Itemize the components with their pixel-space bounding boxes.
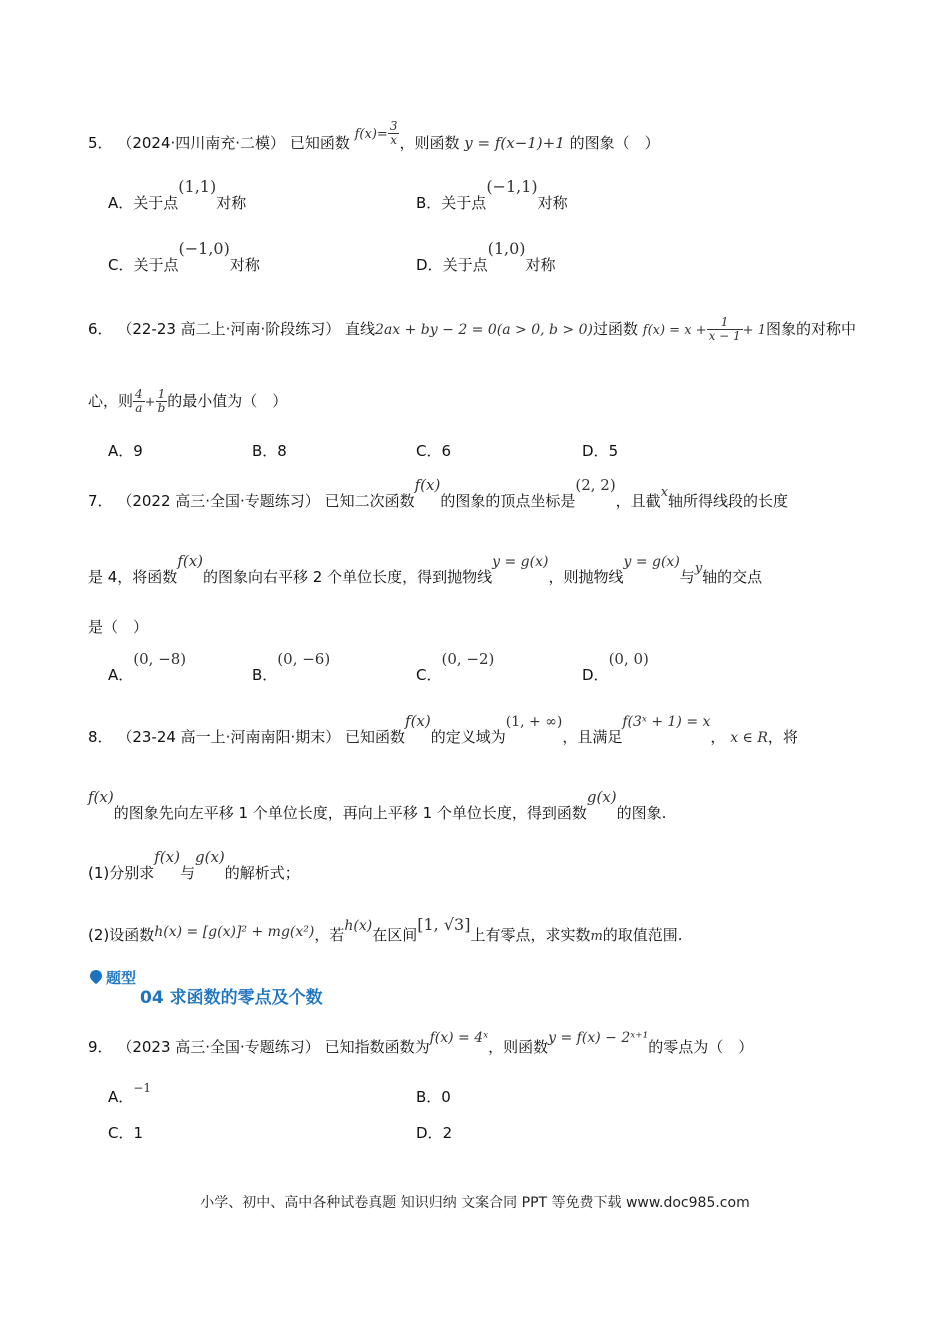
math-point: (1,1)	[178, 177, 217, 196]
math-f-lhs: f(x) = x +	[642, 323, 707, 338]
question-source: （2024·四川南充·二模）	[117, 134, 286, 152]
option-c[interactable]: C．(0, −2)	[416, 650, 495, 684]
math-h: h(x) = [g(x)]² + mg(x²)	[154, 924, 315, 940]
math-fraction: $\frac{3}{x}$	[389, 119, 398, 147]
math-fx: f(x)	[177, 552, 204, 570]
option-d[interactable]: D．(0, 0)	[582, 650, 649, 684]
option-d[interactable]: D．2	[416, 1124, 453, 1142]
question-7-stem-end: 是（ ）	[88, 618, 149, 636]
math-g: y = g(x)	[623, 554, 680, 570]
option-c[interactable]: C．关于点(−1,0)对称	[108, 239, 260, 274]
math-fraction: $\frac{1}{b}$	[157, 387, 166, 415]
math-x-in-r: x ∈ R	[730, 730, 768, 746]
math-fraction: $\frac{1}{x - 1}$	[708, 315, 741, 343]
question-8-part-1: (1)分别求f(x)与g(x)的解析式；	[88, 848, 300, 882]
question-source: （22-23 高二上·河南·阶段练习）	[117, 320, 341, 338]
question-6-stem: 6． （22-23 高二上·河南·阶段练习） 直线2ax + by − 2 = 0(a > 0, b > 0)过函数 f(x) = x + $\frac{1}{x - 1}$ + 1图象的对称中	[88, 315, 856, 343]
option-c[interactable]: C．1	[108, 1124, 144, 1142]
option-d[interactable]: D．5	[582, 442, 619, 460]
option-a[interactable]: A．$^{-1}$	[108, 1081, 151, 1106]
math-point: (−1,0)	[178, 239, 230, 258]
math-y: y	[694, 561, 703, 576]
page-footer: 小学、初中、高中各种试卷真题 知识归纳 文案合同 PPT 等免费下载 www.doc985.com	[200, 1195, 750, 1211]
question-8-part-2: (2)设函数h(x) = [g(x)]² + mg(x²)，若h(x)在区间[1, √3]上有零点，求实数m的取值范围.	[88, 915, 683, 944]
question-source: （2022 高三·全国·专题练习）	[117, 492, 320, 510]
question-8-stem: 8． （23-24 高一上·河南南阳·期末） 已知函数f(x)的定义域为(1, + ∞)，且满足f(3ˣ + 1) = x， x ∈ R，将	[88, 712, 798, 746]
question-5-stem: 5． （2024·四川南充·二模） 已知函数 f(x)= $\frac{3}{x}$ ，则函数 y = f(x−1)+1 的图象（ ）	[88, 119, 660, 152]
math-g: y = f(x) − 2ˣ⁺¹	[548, 1030, 649, 1046]
question-6-stem-cont: 心，则 $\frac{4}{a}$ + $\frac{1}{b}$ 的最小值为（ ）	[88, 387, 288, 415]
option-b[interactable]: B．8	[252, 442, 287, 460]
question-number: 8．	[88, 728, 113, 746]
math-condition: f(3ˣ + 1) = x	[622, 714, 711, 730]
math-g: y = g(x)	[492, 554, 549, 570]
math-f-lhs: f(x)=	[354, 127, 388, 142]
math-fx: f(x)	[88, 788, 114, 806]
option-b[interactable]: B．(0, −6)	[252, 650, 331, 684]
math-f: f(x) = 4ˣ	[429, 1030, 489, 1046]
math-point: (−1,1)	[486, 177, 538, 196]
option-c[interactable]: C．6	[416, 442, 452, 460]
question-7-stem: 7． （2022 高三·全国·专题练习） 已知二次函数f(x)的图象的顶点坐标是(2, 2)，且截x轴所得线段的长度	[88, 476, 789, 510]
math-line-eq: 2ax + by − 2 = 0(a > 0, b > 0)	[375, 322, 593, 338]
question-number: 5．	[88, 134, 113, 152]
option-b[interactable]: B．0	[416, 1088, 451, 1106]
section-title: 04 求函数的零点及个数	[140, 988, 323, 1008]
math-g: y = f(x−1)+1	[464, 134, 565, 152]
option-a[interactable]: A．9	[108, 442, 143, 460]
option-a[interactable]: A．(0, −8)	[108, 650, 187, 684]
math-gx: g(x)	[586, 788, 617, 806]
question-number: 9．	[88, 1038, 113, 1056]
map-pin-icon	[88, 969, 104, 985]
question-source: （23-24 高一上·河南南阳·期末）	[117, 728, 341, 746]
math-fx: f(x)	[405, 712, 431, 730]
option-d[interactable]: D．关于点(1,0)对称	[416, 239, 556, 274]
question-7-stem-cont: 是 4，将函数f(x)的图象向右平移 2 个单位长度，得到抛物线y = g(x)，则抛物线y = g(x)与y轴的交点	[88, 552, 763, 586]
option-a[interactable]: A．关于点(1,1)对称	[108, 177, 247, 212]
math-domain: (1, + ∞)	[505, 714, 563, 730]
question-9-stem: 9． （2023 高三·全国·专题练习） 已知指数函数为f(x) = 4ˣ，则函数y = f(x) − 2ˣ⁺¹的零点为（ ）	[88, 1030, 754, 1056]
math-x: x	[660, 485, 669, 500]
section-label: 题型	[106, 969, 137, 987]
math-point: (1,0)	[487, 239, 526, 258]
option-b[interactable]: B．关于点(−1,1)对称	[416, 177, 568, 212]
question-source: （2023 高三·全国·专题练习）	[117, 1038, 320, 1056]
math-vertex: (2, 2)	[575, 476, 616, 494]
math-interval: [1, √3]	[417, 915, 471, 934]
question-number: 6．	[88, 320, 113, 338]
question-8-stem-cont: f(x)的图象先向左平移 1 个单位长度，再向上平移 1 个单位长度，得到函数g(x)的图象.	[88, 788, 667, 822]
math-fx: f(x)	[414, 476, 441, 494]
question-number: 7．	[88, 492, 113, 510]
math-fraction: $\frac{4}{a}$	[135, 387, 143, 415]
